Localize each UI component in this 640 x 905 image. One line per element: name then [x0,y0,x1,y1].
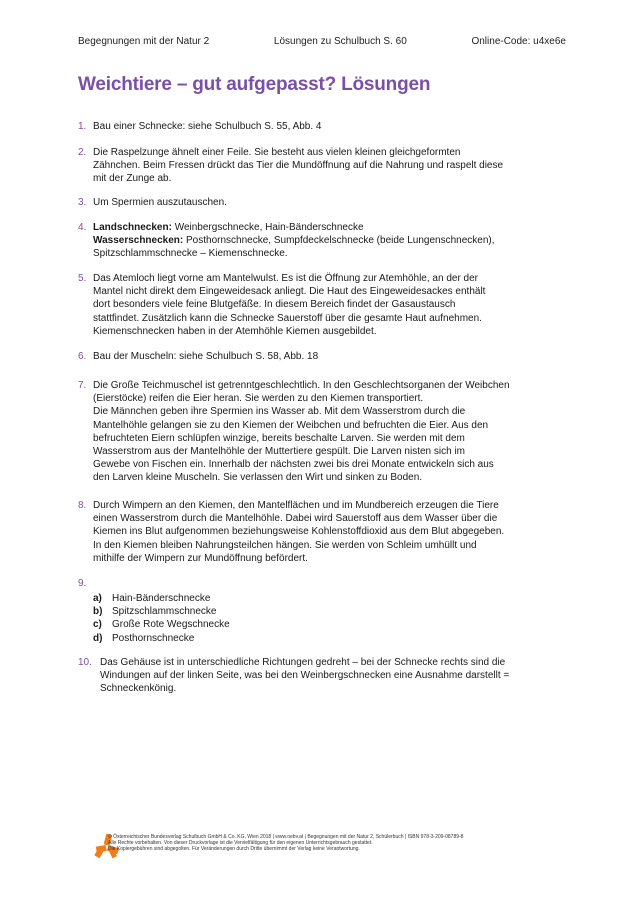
header-online-code: Online-Code: u4xe6e [471,36,566,47]
item-text: (Eierstöcke) reifen die Eier heran. Sie werden zu den Kiemen transportiert. [93,393,424,405]
item-number: 8. [78,500,87,511]
answer-item-4 [78,221,568,261]
item-text: Die Große Teichmuschel ist getrenntgeschlechtlich. In den Geschlechtsorganen der Weibchen [93,380,510,391]
item-number: 5. [78,273,87,284]
item-text: Die Raspelzunge ähnelt einer Feile. Sie besteht aus vielen kleinen gleichgeformten [93,147,461,158]
answer-item-10 [78,656,568,696]
header-page-ref: Lösungen zu Schulbuch S. 60 [273,36,407,47]
answer-item-1 [78,120,568,133]
item-text: Durch Wimpern an den Kiemen, den Mantelflächen und im Mundbereich erzeugen die Tiere [93,500,499,511]
page-title: Weichtiere – gut aufgepasst? Lösungen [78,74,431,95]
item-text: In den Kiemen bleiben Nahrungsteilchen hängen. Sie werden von Schleim umhüllt und [93,539,477,551]
item-text: Kiemen ins Blut aufgenommen beziehungsweise Kohlenstoffdioxid aus dem Blut abgegeben. [93,526,505,538]
item-text: einen Wasserstrom durch die Mantelhöhle. Dabei wird Sauerstoff aus dem Wasser über die [93,513,498,525]
item-number: 1. [78,121,87,132]
item-number: 3. [78,197,87,208]
item-text: mithilfe der Wimpern zur Mundöffnung befördert. [93,552,308,564]
item-text: Die Männchen geben ihre Spermien ins Wasser ab. Mit dem Wasserstrom durch die [93,406,466,418]
item-text: befruchteten Eiern schlüpfen winzige, bereits beschalte Larven. Sie werden mit dem [93,432,465,444]
item-text: Gewebe von Fischen ein. Innerhalb der nächsten zwei bis drei Monate entwickeln sich aus [93,459,494,471]
item-number: 9. [78,578,87,589]
item-number: 4. [78,222,87,233]
item-text: Kiemenschnecken haben in der Atemhöhle Kiemen ausgebildet. [93,325,377,337]
item-text: Bau der Muscheln: siehe Schulbuch S. 58, Abb. 18 [93,351,319,362]
item-text: stattfindet. Zusätzlich kann die Schnecke Sauerstoff über die gesamte Haut aufnehmen. [93,312,482,324]
page-header [78,36,566,47]
item-text: Spitzschlammschnecke – Kiemenschnecke. [93,248,288,260]
item-number: 10. [78,657,92,668]
answer-item-6 [78,350,568,363]
item-text: Schneckenkönig. [100,683,177,695]
water-snails-text: Posthornschnecke, Sumpfdeckelschnecke (beide Lungenschnecken), [183,235,495,247]
header-book-title: Begegnungen mit der Natur 2 [78,36,210,47]
item-number: 7. [78,380,87,391]
item-text: Mantelhöhle gelangen sie zu den Kiemen der Weibchen und befruchten die Eier. Aus den [93,419,489,431]
footer-disclaimer: Die Kopiergebühren sind abgegolten. Für Veränderungen durch Dritte übernimmt der Verlag keine Verantwortung. [108,846,360,852]
answer-item-8 [78,499,568,565]
item-text: Bau einer Schnecke: siehe Schulbuch S. 55, Abb. 4 [93,121,322,132]
answer-item-5 [78,272,568,338]
item-text: Windungen auf der linken Seite, was bei den Weinbergschnecken eine Ausnahme darstellt = [100,670,510,682]
item-text: Mantel nicht direkt dem Eingeweidesack anliegt. Die Haut des Eingeweidesackes enthält [93,286,486,298]
item-text: den Larven kleine Muscheln. Sie verlassen den Wirt und sinken zu Boden. [93,472,423,484]
sub-answer-c: c) Große Rote Wegschnecke [93,619,230,631]
page-footer [108,834,548,852]
item-text: Wasserstrom aus der Mantelhöhle der Muttertiere gespült. Die Larven nisten sich im [93,446,466,458]
land-snails-label: Landschnecken: [93,222,172,233]
item-text: dort besonders viele feine Blutgefäße. In diesem Bereich findet der Gasaustausch [93,299,456,311]
footer-copyright: © Österreichischer Bundesverlag Schulbuch GmbH & Co. KG, Wien 2018 | www.oebv.at | Begegnungen mit der Natur 2, Schülerbuch | ISBN 978-3-209-08789-8 [108,834,464,840]
item-text: Das Atemloch liegt vorne am Mantelwulst. Es ist die Öffnung zur Atemhöhle, an der der [93,273,479,284]
item-number: 2. [78,147,87,158]
footer-rights: Alle Rechte vorbehalten. Von dieser Druckvorlage ist die Vervielfältigung für den eigenen Unterrichtsgebrauch gestattet. [108,840,373,846]
answer-item-9 [78,577,568,645]
answer-item-3 [78,196,568,209]
land-snails-text: Weinbergschnecke, Hain-Bänderschnecke [171,222,364,233]
sub-answer-d: d) Posthornschnecke [93,632,195,644]
item-number: 6. [78,351,87,362]
item-text: Zähnchen. Beim Fressen drückt das Tier die Mundöffnung auf die Nahrung und raspelt diese [93,160,504,172]
sub-answer-b: b) Spitzschlammschnecke [93,606,217,618]
water-snails-label: Wasserschnecken: [93,235,184,247]
answer-item-2 [78,146,568,186]
item-text: Das Gehäuse ist in unterschiedliche Richtungen gedreht – bei der Schnecke rechts sind die [100,657,506,668]
item-text: mit der Zunge ab. [93,173,172,185]
item-text: Um Spermien auszutauschen. [93,197,227,208]
answer-item-7 [78,379,568,485]
sub-answer-a: a) Hain-Bänderschnecke [93,593,211,604]
